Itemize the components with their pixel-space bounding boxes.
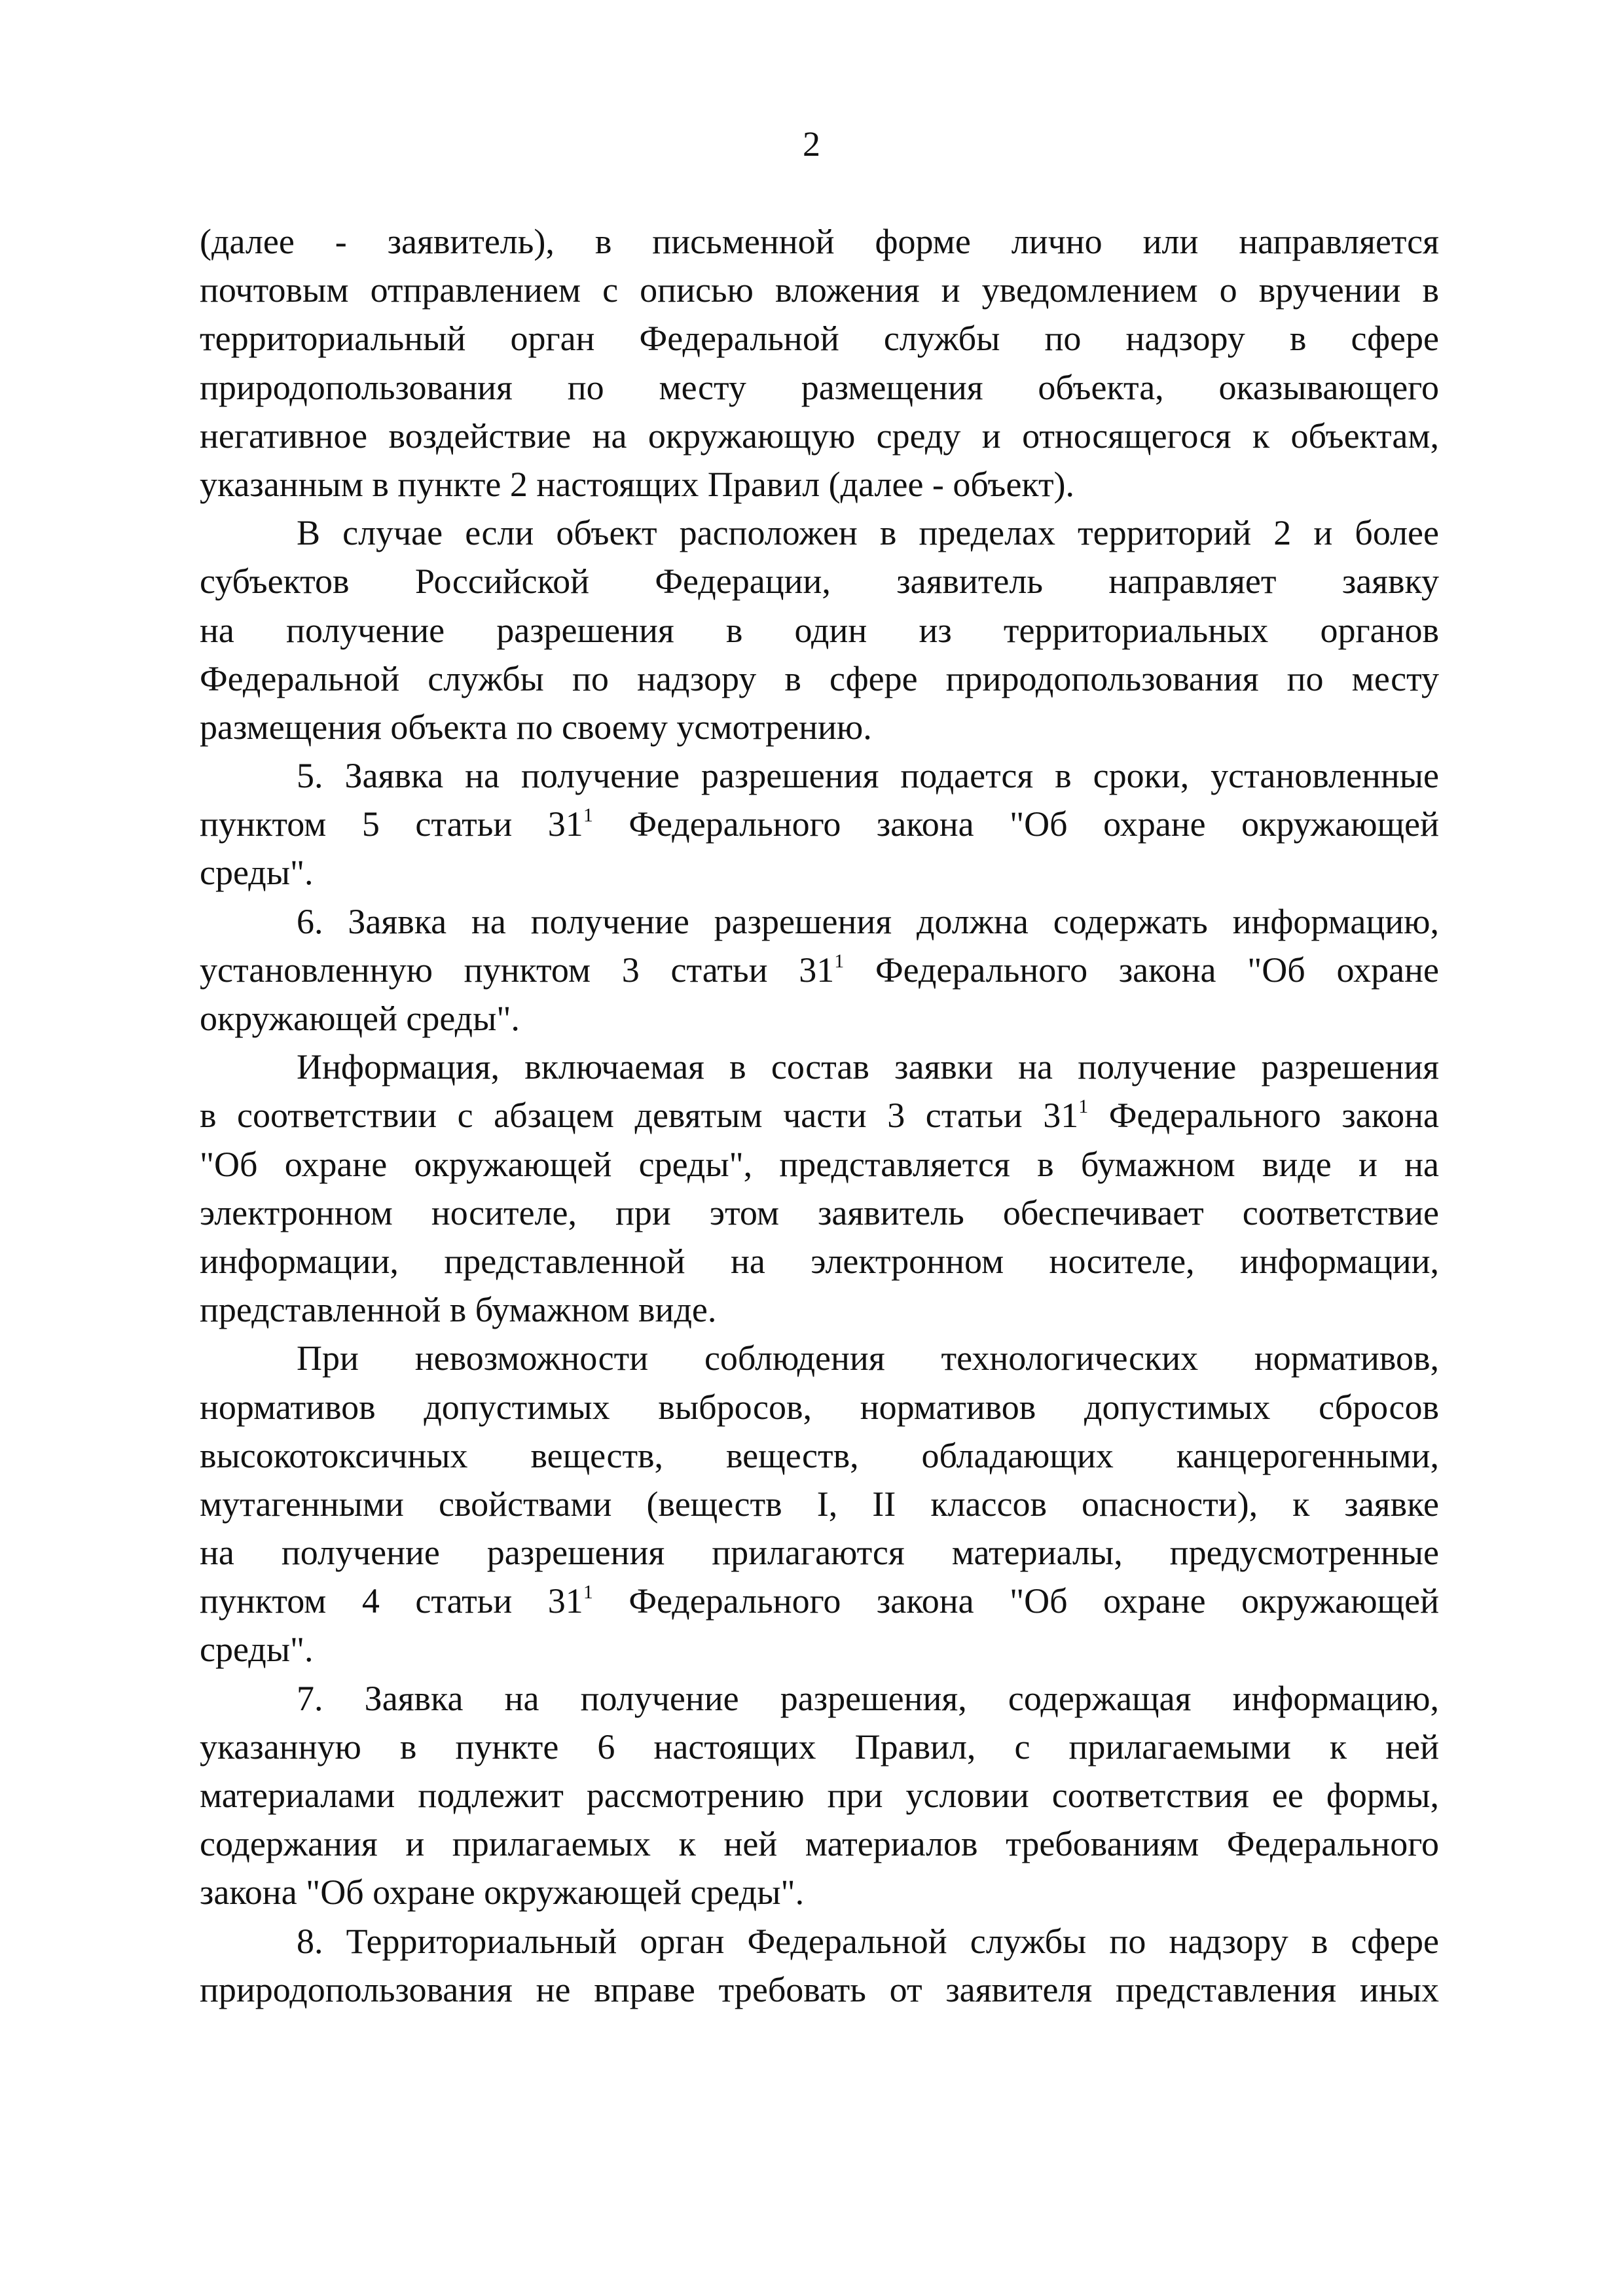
text-line-content: Федеральной службы по надзору в сфере природопользования по месту <box>200 658 1439 698</box>
text-line-content: почтовым отправлением с описью вложения и уведомлением о вручении в <box>200 270 1439 310</box>
page-number: 2 <box>803 124 820 164</box>
text-line-content: 7. Заявка на получение разрешения, содержащая информацию, <box>297 1678 1439 1718</box>
text-line-continuation: Федерального закона "Об охране окружающей <box>593 804 1439 844</box>
text-line <box>200 946 1439 994</box>
text-line <box>200 1189 1439 1237</box>
text-line <box>200 751 1439 800</box>
text-line-content: закона "Об охране окружающей среды". <box>200 1873 805 1912</box>
text-line-content: электронном носителе, при этом заявитель обеспечивает соответствие <box>200 1193 1439 1232</box>
text-line-content: окружающей среды". <box>200 999 520 1038</box>
text-line <box>200 412 1439 460</box>
text-line <box>200 1043 1439 1091</box>
text-line-content: природопользования не вправе требовать от заявителя представления иных <box>200 1969 1439 2009</box>
text-line-content: представленной в бумажном виде. <box>200 1290 717 1330</box>
text-line-content: В случае если объект расположен в пределах территорий 2 и более <box>297 513 1439 553</box>
text-line-content: субъектов Российской Федерации, заявитель направляет заявку <box>200 562 1439 601</box>
text-line <box>200 994 1439 1043</box>
text-line-content: указанным в пункте 2 настоящих Правил (далее - объект). <box>200 464 1075 504</box>
text-line-content: размещения объекта по своему усмотрению. <box>200 707 872 747</box>
text-line-content: территориальный орган Федеральной службы по надзору в сфере <box>200 319 1439 359</box>
text-line <box>200 1625 1439 1674</box>
text-line <box>200 1965 1439 2014</box>
text-line-content: 5. Заявка на получение разрешения подается в сроки, установленные <box>297 756 1439 796</box>
text-line-content: мутагенными свойствами (веществ I, II классов опасности), к заявке <box>200 1484 1439 1524</box>
text-line <box>200 557 1439 605</box>
text-line-content: в соответствии с абзацем девятым части 3 статьи 31 <box>200 1096 1079 1136</box>
text-line-content: пунктом 4 статьи 31 <box>200 1581 583 1621</box>
text-line-content: материалами подлежит рассмотрению при условии соответствия ее формы, <box>200 1776 1439 1815</box>
text-line <box>200 1820 1439 1868</box>
superscript: 1 <box>583 1581 593 1604</box>
text-line <box>200 1091 1439 1139</box>
text-line-continuation: Федерального закона "Об охране <box>844 950 1439 990</box>
text-line <box>200 266 1439 314</box>
text-line-content: пунктом 5 статьи 31 <box>200 804 583 844</box>
text-line <box>200 1334 1439 1382</box>
text-line-content: на получение разрешения прилагаются материалы, предусмотренные <box>200 1533 1439 1573</box>
text-line-content: (далее - заявитель), в письменной форме лично или направляется <box>200 222 1439 261</box>
text-line-continuation: Федерального закона "Об охране окружающей <box>593 1581 1439 1621</box>
text-line-content: 8. Территориальный орган Федеральной службы по надзору в сфере <box>297 1921 1439 1961</box>
text-line-content: Информация, включаемая в состав заявки на получение разрешения <box>297 1047 1439 1087</box>
text-line <box>200 217 1439 266</box>
text-line <box>200 1528 1439 1577</box>
text-line <box>200 1285 1439 1334</box>
text-line-content: природопользования по месту размещения объекта, оказывающего <box>200 367 1439 407</box>
text-line <box>200 460 1439 509</box>
text-line-content: негативное воздействие на окружающую среду и относящегося к объектам, <box>200 416 1439 456</box>
text-line <box>200 1868 1439 1916</box>
superscript: 1 <box>834 950 845 972</box>
text-line <box>200 1674 1439 1723</box>
superscript: 1 <box>583 804 593 827</box>
text-line-content: информации, представленной на электронном носителе, информации, <box>200 1241 1439 1281</box>
text-line-content: При невозможности соблюдения технологических нормативов, <box>297 1338 1439 1378</box>
text-line <box>200 1140 1439 1189</box>
text-line <box>200 1771 1439 1820</box>
text-line <box>200 897 1439 946</box>
text-line-content: среды". <box>200 1630 314 1670</box>
text-line <box>200 1723 1439 1771</box>
text-line-content: "Об охране окружающей среды", представляется в бумажном виде и на <box>200 1144 1439 1184</box>
text-line-content: на получение разрешения в один из территориальных органов <box>200 610 1439 650</box>
text-line <box>200 509 1439 557</box>
text-line <box>200 1431 1439 1480</box>
text-line-content: 6. Заявка на получение разрешения должна содержать информацию, <box>297 901 1439 941</box>
body-text <box>200 217 1439 2014</box>
text-line <box>200 363 1439 412</box>
text-line-content: среды". <box>200 853 314 893</box>
superscript: 1 <box>1078 1096 1089 1118</box>
text-line <box>200 1917 1439 1965</box>
text-line <box>200 800 1439 848</box>
text-line-content: установленную пунктом 3 статьи 31 <box>200 950 835 990</box>
text-line <box>200 848 1439 897</box>
text-line <box>200 1480 1439 1528</box>
text-line <box>200 655 1439 703</box>
text-line <box>200 1237 1439 1285</box>
text-line-content: содержания и прилагаемых к ней материалов требованиям Федерального <box>200 1824 1439 1864</box>
text-line <box>200 1577 1439 1625</box>
text-line-content: указанную в пункте 6 настоящих Правил, с прилагаемыми к ней <box>200 1727 1439 1767</box>
text-line-content: высокотоксичных веществ, веществ, обладающих канцерогенными, <box>200 1435 1439 1475</box>
text-line <box>200 606 1439 655</box>
text-line <box>200 1383 1439 1431</box>
text-line-content: нормативов допустимых выбросов, нормативов допустимых сбросов <box>200 1387 1439 1427</box>
text-line <box>200 703 1439 751</box>
text-line-continuation: Федерального закона <box>1088 1096 1439 1136</box>
text-line <box>200 314 1439 363</box>
